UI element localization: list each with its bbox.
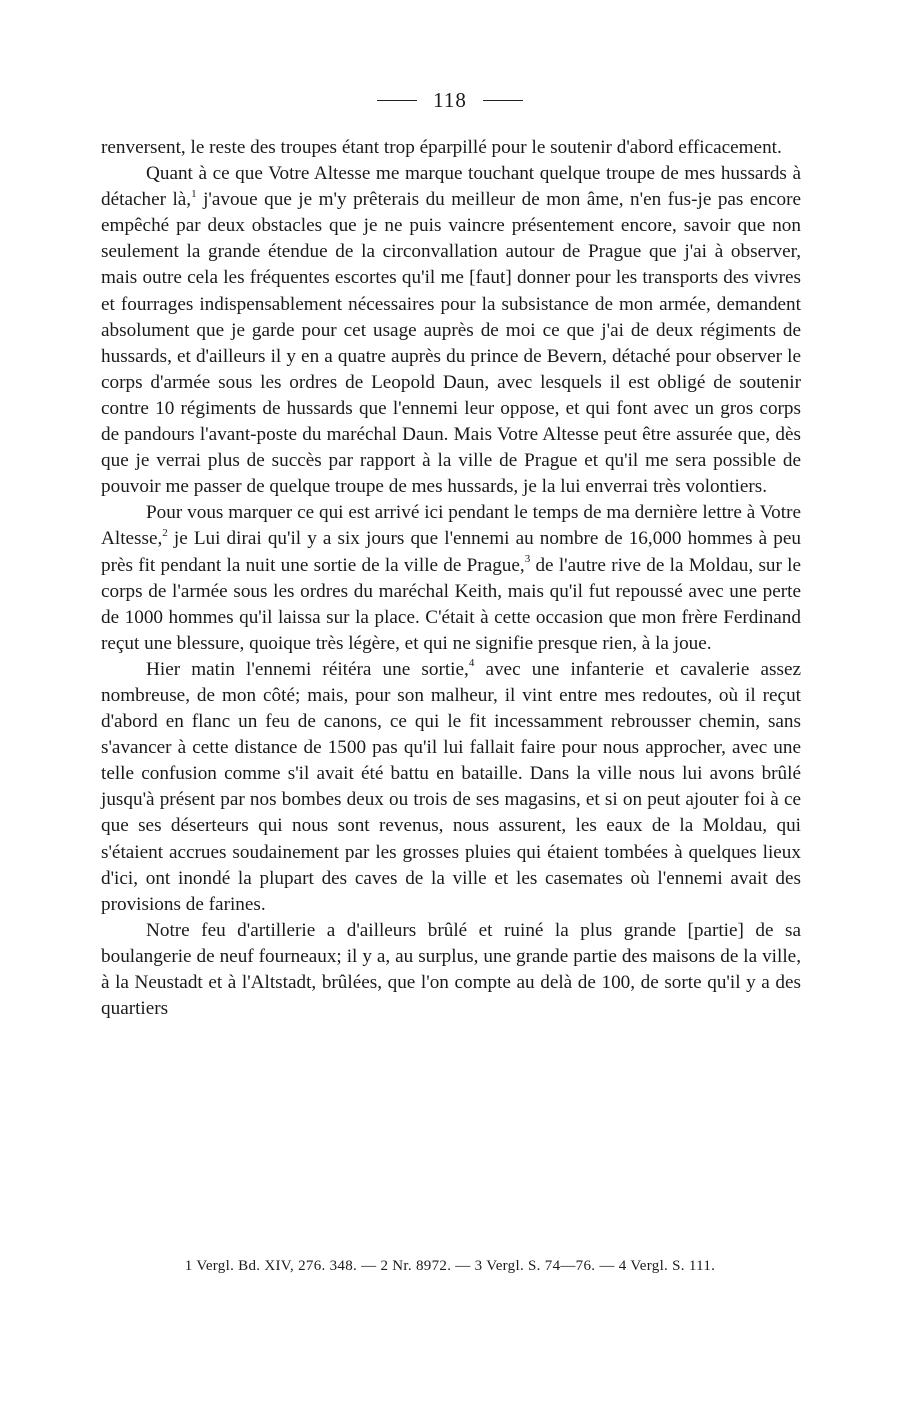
page-header bbox=[0, 88, 900, 113]
footnote-ref: 1 bbox=[191, 187, 197, 200]
header-rule-right bbox=[483, 100, 523, 101]
paragraph bbox=[101, 161, 801, 500]
paragraph-text: de l'autre rive de la Moldau, sur le corps de l'armée sous les ordres du maréchal Keith, mais qu'il fut repoussé avec une perte de 1000 hommes qu'il laissa sur la place. C'était à cette occasion que mon frère Ferdinand reçut une blessure, quoique très légère, et qui ne signifie presque rien, à la joue. bbox=[101, 554, 801, 654]
paragraph-text: Quant à ce que Votre Altesse me marque touchant quelque troupe de mes hussards à détacher là, bbox=[101, 163, 801, 211]
paragraph-text: renversent, le reste des troupes étant trop éparpillé pour le soutenir d'abord efficacement. bbox=[101, 137, 782, 158]
paragraph-text: Pour vous marquer ce qui est arrivé ici pendant le temps de ma dernière lettre à Votre Altesse, bbox=[101, 502, 801, 550]
footnote-ref: 4 bbox=[468, 657, 475, 670]
paragraph bbox=[101, 135, 801, 161]
paragraph-text: avec une infanterie et cavalerie assez nombreuse, de mon côté; mais, pour son malheur, il vint entre mes redoutes, où il reçut d'abord en flanc un feu de canons, ce qui le fit incessamment rebrousser chemin, sans s'avancer à cette distance de 1500 pas qu'il lui fallait faire pour nous approcher, avec une telle confusion comme s'il avait été battu en bataille. Dans la ville nous lui avons brûlé jusqu'à présent par nos bombes deux ou trois de ses magasins, et si on peut ajouter foi à ce que ses déserteurs qui nous sont revenus, nous assurent, les eaux de la Moldau, qui s'étaient accrues soudainement par les grosses pluies qui étaient tombées à quelques lieux d'ici, ont inondé la plupart des caves de la ville et les casemates où l'ennemi avait des provisions de farines. bbox=[101, 658, 801, 915]
footnote-ref: 3 bbox=[524, 553, 531, 566]
paragraph-text: je Lui dirai qu'il y a six jours que l'ennemi au nombre de 16,000 hommes à peu près fit pendant la nuit une sortie de la ville de Prague, bbox=[101, 528, 801, 576]
paragraph-text: j'avoue que je m'y prêterais du meilleur de mon âme, n'en fus-je pas encore empêché par deux obstacles que je ne puis vaincre présentement encore, savoir que non seulement la grande étendue de la circonvallation autour de Prague que j'ai à observer, mais outre cela les fréquentes escortes qu'il me [faut] donner pour les transports des vivres et fourrages indispensablement nécessaires pour la subsistance de mon armée, demandent absolument que je garde pour cet usage auprès de moi ce que j'ai de deux régiments de hussards, et d'ailleurs il y en a quatre auprès du prince de Bevern, détaché pour observer le corps d'armée sous les ordres de Leopold Daun, avec lesquels il est obligé de soutenir contre 10 régiments de hussards que l'ennemi leur oppose, et qui font avec un gros corps de pandours l'avant-poste du maréchal Daun. Mais Votre Altesse peut être assurée que, dès que je verrai plus de succès par rapport à la ville de Prague et qu'il me sera possible de pouvoir me passer de quelque troupe de mes hussards, je la lui enverrai très volontiers. bbox=[101, 189, 801, 498]
footnotes: 1 Vergl. Bd. XIV, 276. 348. — 2 Nr. 8972. — 3 Vergl. S. 74—76. — 4 Vergl. S. 111. bbox=[184, 1258, 716, 1274]
footnote-ref: 2 bbox=[162, 527, 168, 540]
paragraph bbox=[101, 918, 801, 1022]
paragraph-text: Notre feu d'artillerie a d'ailleurs brûlé et ruiné la plus grande [partie] de sa boulangerie de neuf fourneaux; il y a, au surplus, une grande partie des maisons de la ville, à la Neustadt et à l'Altstadt, brûlées, que l'on compte au delà de 100, de sorte qu'il y a des quartiers bbox=[101, 919, 801, 1020]
paragraph bbox=[101, 657, 801, 918]
header-rule-left bbox=[377, 100, 417, 101]
body-text bbox=[101, 135, 801, 1022]
paragraph-text: Hier matin l'ennemi réitéra une sortie, bbox=[146, 658, 469, 680]
page-number: 118 bbox=[433, 88, 467, 112]
paragraph bbox=[101, 500, 801, 657]
